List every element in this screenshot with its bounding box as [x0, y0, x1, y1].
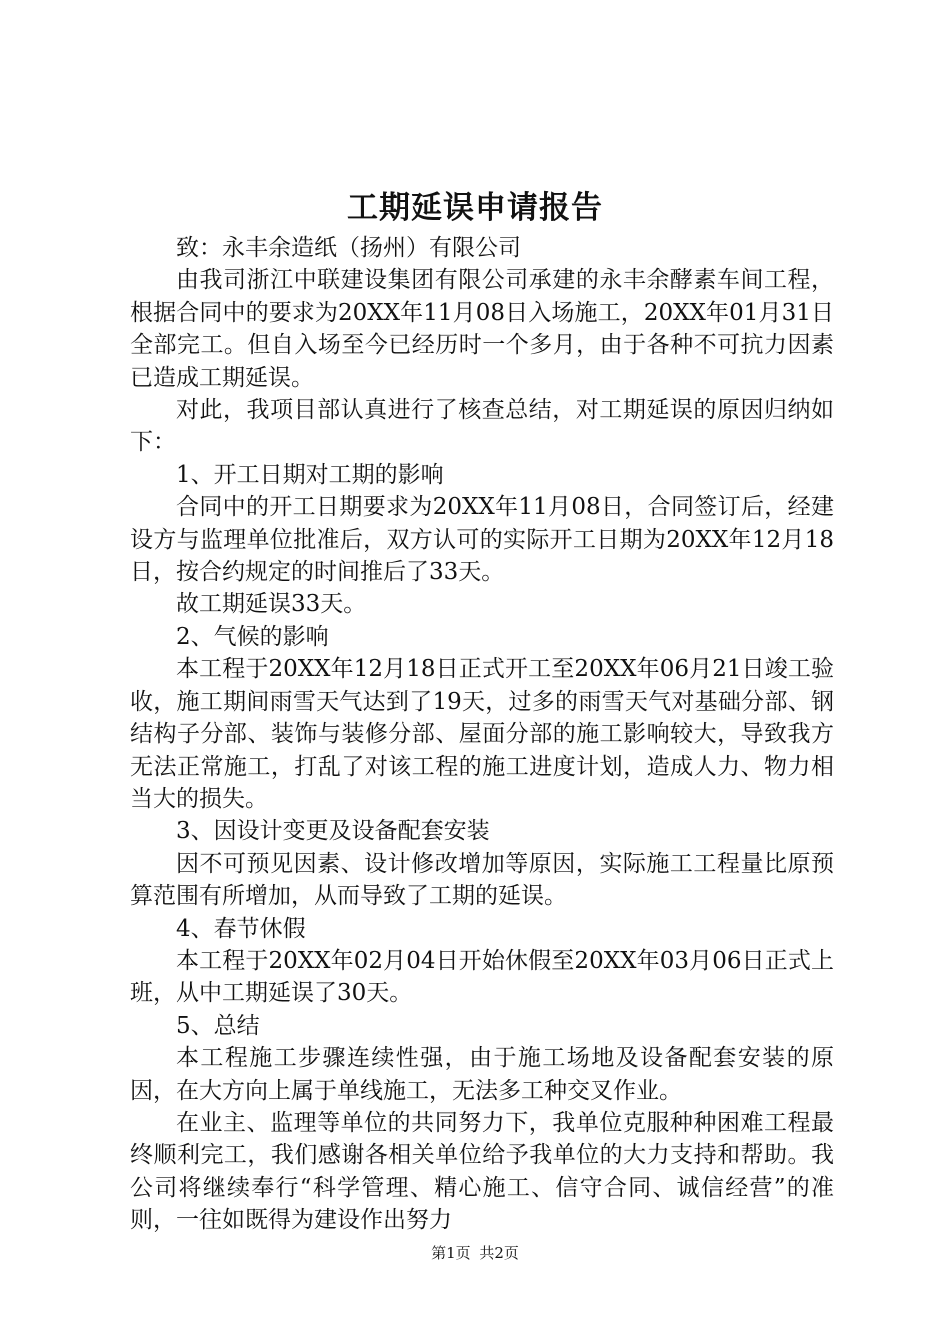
body-paragraph: 故工期延误33天。	[176, 591, 367, 618]
section-heading: 2、气候的影响	[176, 623, 329, 650]
section-heading: 4、春节休假	[176, 915, 306, 942]
section-heading: 5、总结	[176, 1012, 260, 1039]
body-paragraph: 本工程于20XX年12月18日正式开工至20XX年06月21日竣工验收，施工期间雨雪天气达到了19天，过多的雨雪天气对基础分部、钢结构子分部、装饰与装修分部、屋面分部的施工影响较大，导致我方无法正常施工，打乱了对该工程的施工进度计划，造成人力、物力相当大的损失。	[130, 656, 834, 812]
document-body	[130, 232, 834, 1237]
section-heading: 1、开工日期对工期的影响	[176, 461, 444, 488]
body-paragraph: 对此，我项目部认真进行了核查总结，对工期延误的原因归纳如下：	[130, 397, 834, 456]
page-number-footer: 第1页 共2页	[431, 1244, 519, 1262]
body-paragraph: 本工程于20XX年02月04日开始休假至20XX年03月06日正式上班，从中工期延误了30天。	[130, 947, 834, 1007]
body-paragraph: 由我司浙江中联建设集团有限公司承建的永丰余酵素车间工程，根据合同中的要求为20XX年11月08日入场施工，20XX年01月31日全部完工。但自入场至今已经历时一个多月，由于各种不可抗力因素已造成工期延误。	[130, 267, 834, 391]
section-heading: 3、因设计变更及设备配套安装	[176, 818, 490, 845]
body-paragraph: 合同中的开工日期要求为20XX年11月08日，合同签订后，经建设方与监理单位批准后，双方认可的实际开工日期为20XX年12月18日，按合约规定的时间推后了33天。	[130, 494, 834, 586]
document-title: 工期延误申请报告	[347, 190, 603, 226]
body-paragraph: 在业主、监理等单位的共同努力下，我单位克服种种困难工程最终顺利完工，我们感谢各相关单位给予我单位的大力支持和帮助。我公司将继续奉行“科学管理、精心施工、信守合同、诚信经营”的准则，一往如既得为建设作出努力	[130, 1109, 834, 1234]
body-paragraph: 因不可预见因素、设计修改增加等原因，实际施工工程量比原预算范围有所增加，从而导致了工期的延误。	[130, 850, 834, 910]
body-paragraph: 本工程施工步骤连续性强，由于施工场地及设备配套安装的原因，在大方向上属于单线施工，无法多工种交叉作业。	[130, 1045, 834, 1104]
addressee-line: 致：永丰余造纸（扬州）有限公司	[176, 235, 521, 261]
